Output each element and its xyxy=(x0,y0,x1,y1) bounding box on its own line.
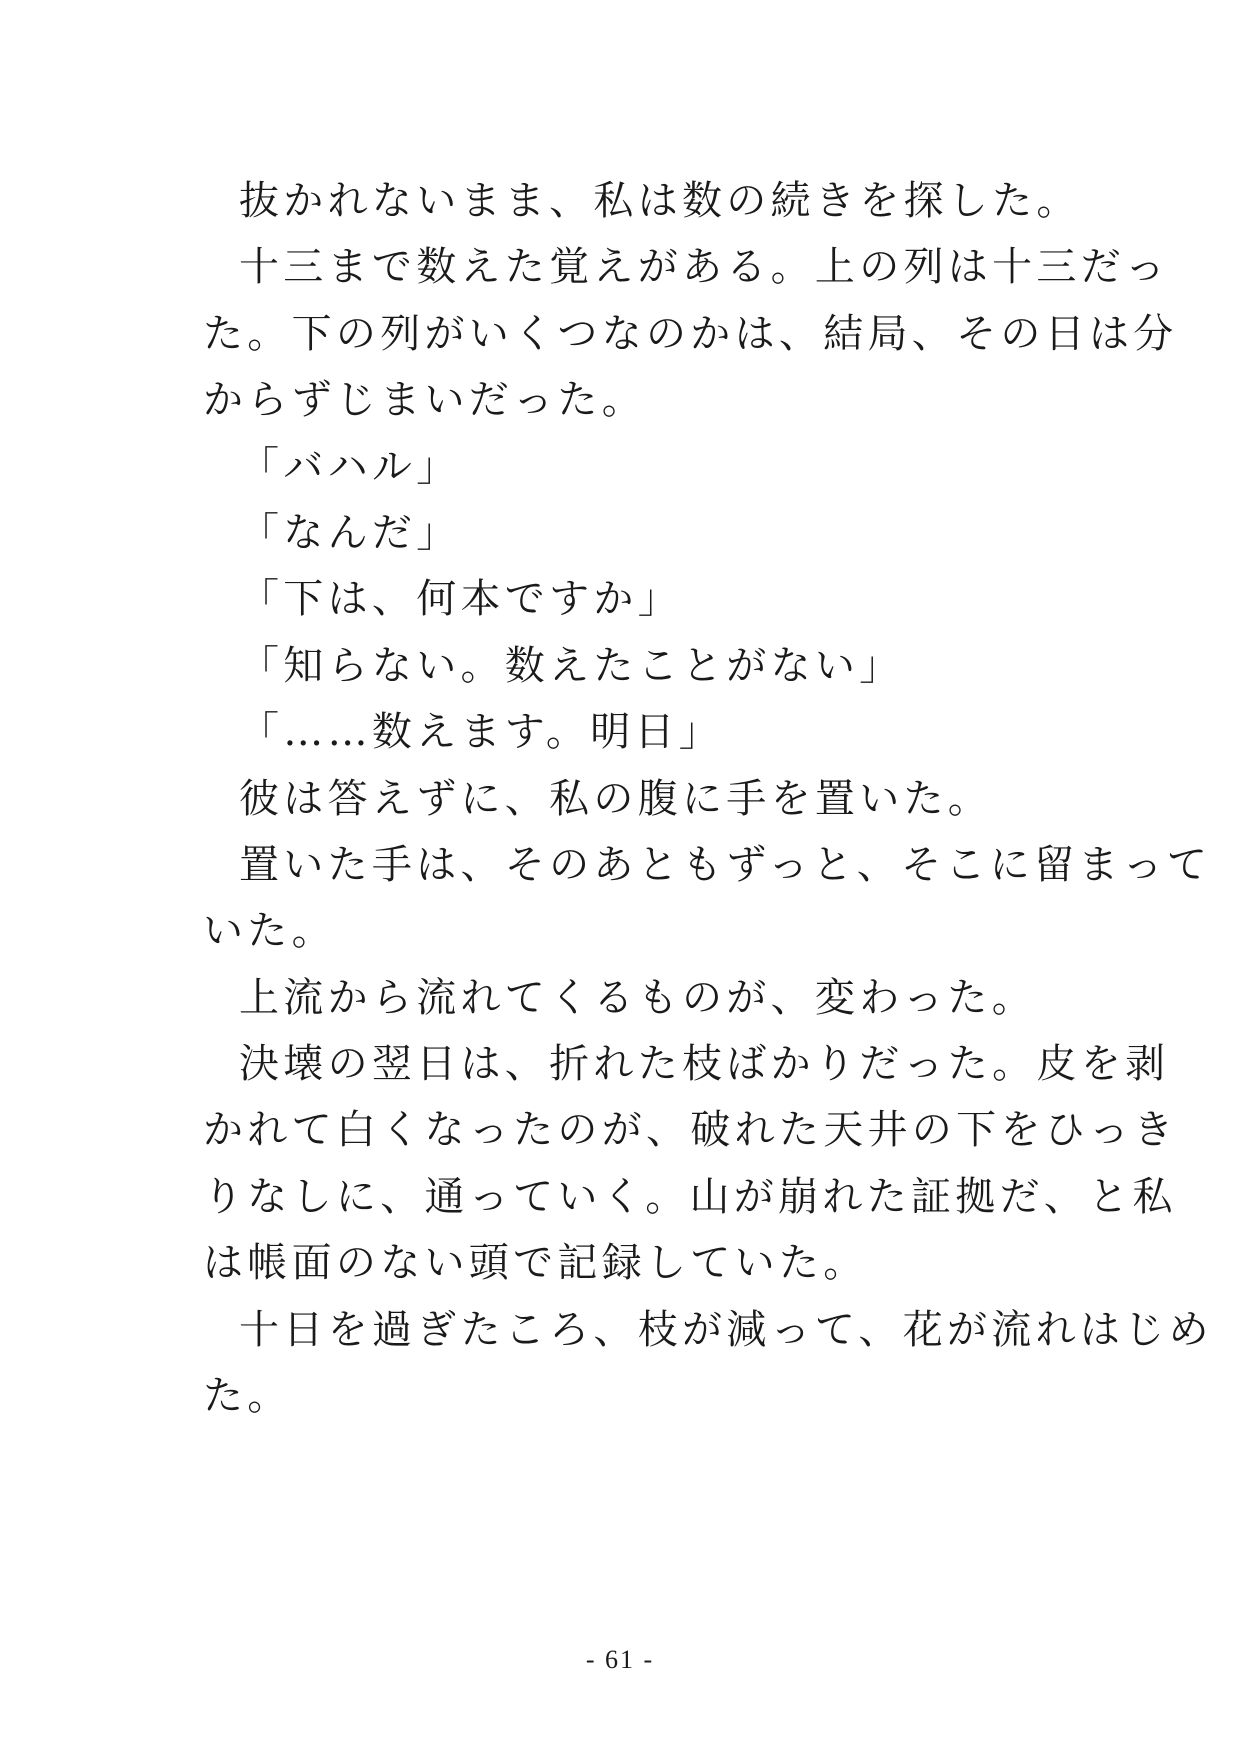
text-line: は帳面のない頭で記録していた。 xyxy=(203,1240,868,1287)
text-line: 上流から流れてくるものが、変わった。 xyxy=(239,974,1036,1021)
text-line: りなしに、通っていく。山が崩れた証拠だ、と私 xyxy=(203,1173,1177,1220)
text-line: 十日を過ぎたころ、枝が減って、花が流れはじめ xyxy=(239,1306,1213,1353)
text-line: た。 xyxy=(203,1373,292,1420)
text-line: 置いた手は、そのあともずっと、そこに留まって xyxy=(239,841,1212,888)
text-line: いた。 xyxy=(203,908,336,955)
text-line: た。下の列がいくつなのかは、結局、その日は分 xyxy=(203,310,1178,357)
text-line: 抜かれないまま、私は数の続きを探した。 xyxy=(239,178,1081,224)
body-text xyxy=(203,168,1213,1429)
dialogue-line: 「知らない。数えたことがない」 xyxy=(239,642,904,689)
text-line: からずじまいだった。 xyxy=(203,377,646,424)
dialogue-line: 「なんだ」 xyxy=(239,509,461,556)
dialogue-line: 「バハル」 xyxy=(239,443,461,490)
text-line: かれて白くなったのが、破れた天井の下をひっき xyxy=(203,1107,1178,1154)
text-line: 十三まで数えた覚えがある。上の列は十三だっ xyxy=(239,244,1170,291)
dialogue-line: 「……数えます。明日」 xyxy=(239,709,724,756)
text-line: 決壊の翌日は、折れた枝ばかりだった。皮を剥 xyxy=(239,1041,1170,1088)
text-line: 彼は答えずに、私の腹に手を置いた。 xyxy=(239,775,993,822)
dialogue-line: 「下は、何本ですか」 xyxy=(239,576,682,623)
page-number: - 61 - xyxy=(585,1645,655,1674)
